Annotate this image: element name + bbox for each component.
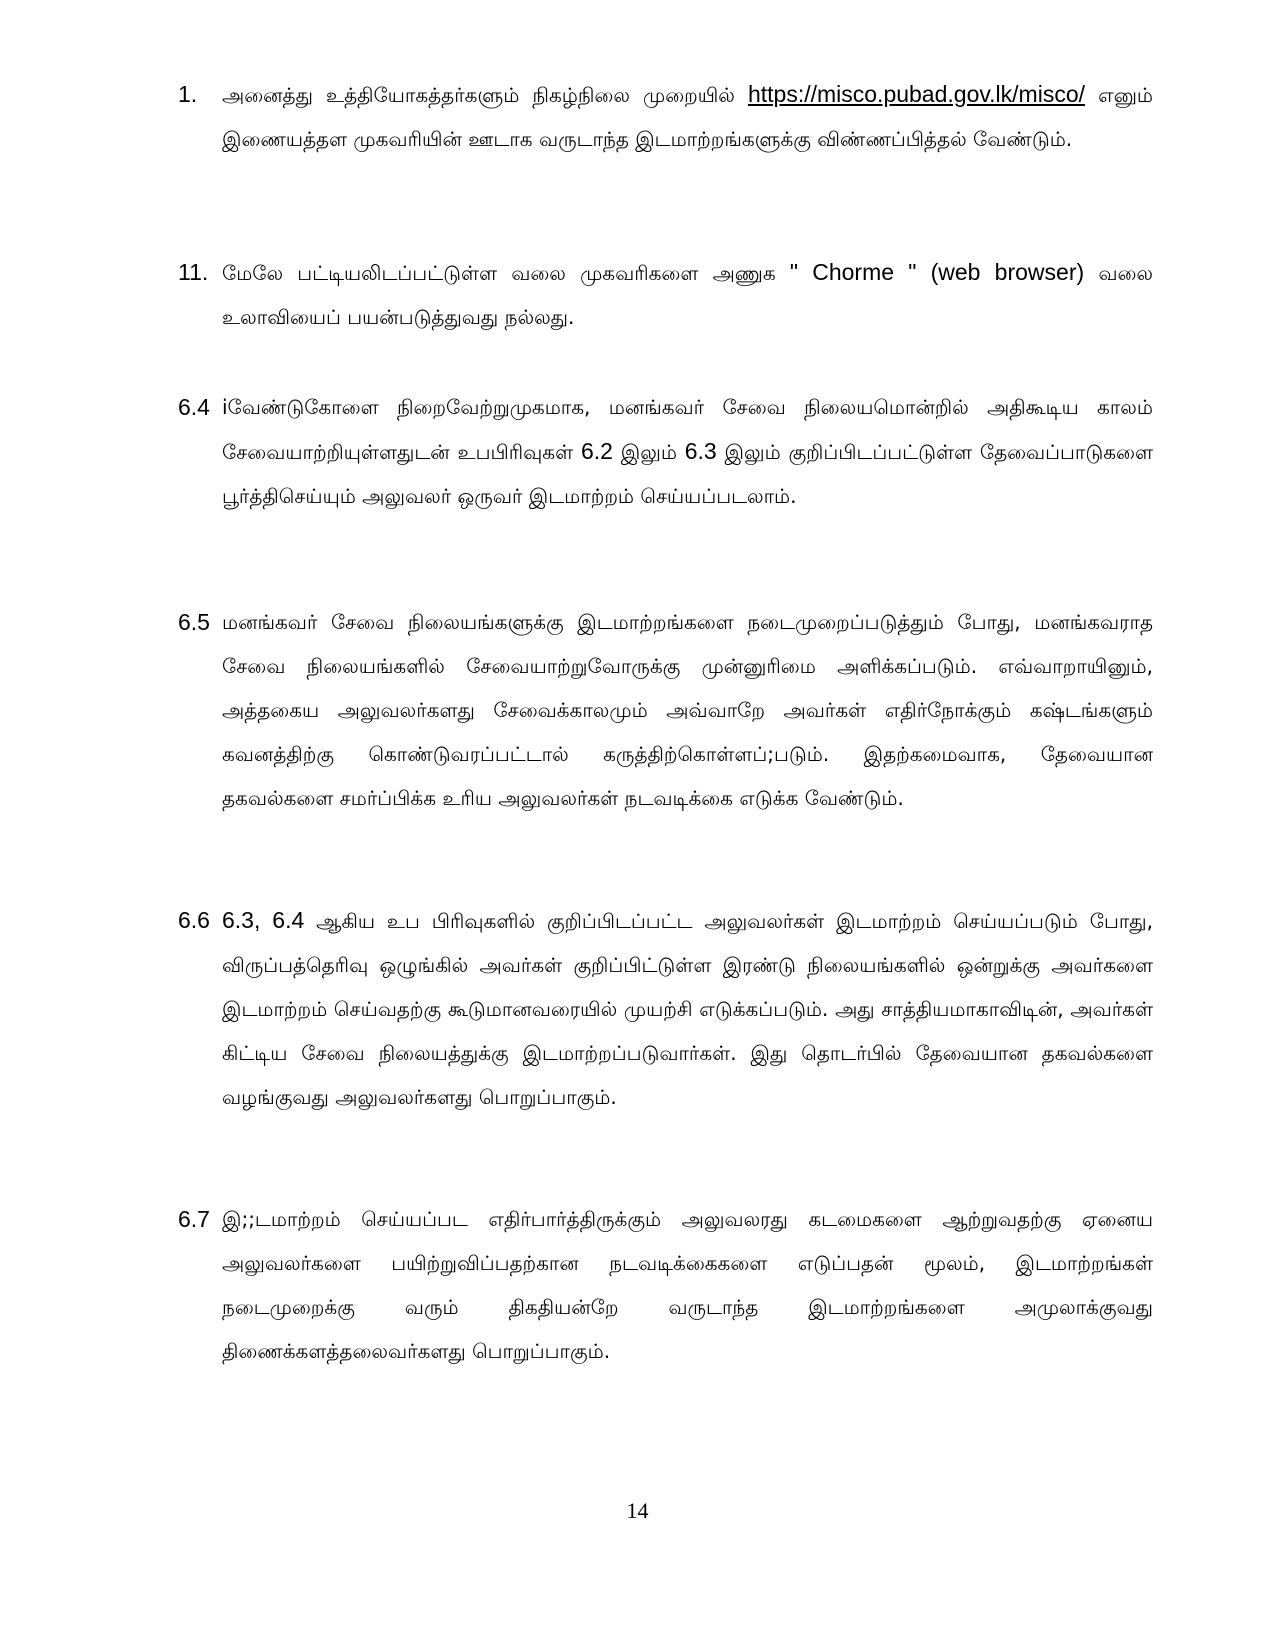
paragraph-6-5 bbox=[178, 600, 1153, 820]
paragraph-6-4 bbox=[178, 385, 1153, 518]
subsection-ref: 6.2 bbox=[580, 438, 613, 464]
text-run: அனைத்து உத்தியோகத்தர்களும் நிகழ்நிலை முறையில் bbox=[222, 83, 748, 107]
text-run: ஆகிய உப பிரிவுகளில் குறிப்பிடப்பட்ட அலுவலர்கள் இடமாற்றம் செய்யப்படும் போது, விருப்பத்தெரிவு ஒழுங்கில் அவர்கள் குறிப்பிட்டுள்ள இரண்டு நிலையங்களில் ஒன்றுக்கு அவர்களை இடமாற்றம் செய்வதற்கு கூடுமானவரையில் முயற்சி எடுக்கப்படும். அது சாத்தியமாகாவிடின், அவர்கள் கிட்டிய சேவை நிலையத்துக்கு இடமாற்றப்படுவார்கள். இது தொடர்பில் தேவையான தகவல்களை வழங்குவது அலுவலர்களது பொறுப்பாகும். bbox=[222, 909, 1153, 1109]
paragraph-11 bbox=[178, 250, 1153, 339]
text-run: மனங்கவர் சேவை நிலையங்களுக்கு இடமாற்றங்களை நடைமுறைப்படுத்தும் போது, மனங்கவராத சேவை நிலையங்களில் சேவையாற்றுவோருக்கு முன்னுரிமை அளிக்கப்படும். எவ்வாறாயினும், அத்தகைய அலுவலர்களது சேவைக்காலமும் அவ்வாறே அவர்கள் எதிர்நோக்கும் கஷ்டங்களும் கவனத்திற்கு கொண்டுவரப்பட்டால் கருத்திற்கொள்ளப்;படும். இதற்கமைவாக, தேவையான தகவல்களை சமர்ப்பிக்க உரிய அலுவலர்கள் நடவடிக்கை எடுக்க வேண்டும். bbox=[222, 610, 1153, 810]
paragraph-number: 11. bbox=[178, 259, 209, 285]
paragraph-text bbox=[222, 898, 1153, 1119]
subsection-ref: 6.3 bbox=[684, 438, 717, 464]
text-run: iவேண்டுகோளை நிறைவேற்றுமுகமாக, மனங்கவர் சேவை நிலையமொன்றில் அதிகூடிய காலம் சேவையாற்றியுள்ளதுடன் உபபிரிவுகள் bbox=[222, 395, 1153, 464]
text-run: எனும் இணையத்தள முகவரியின் ஊடாக வருடாந்த இடமாற்றங்களுக்கு விண்ணப்பித்தல் வேண்டும். bbox=[222, 83, 1153, 151]
paragraph-1 bbox=[178, 72, 1153, 161]
text-run: மேலே பட்டியலிடப்பட்டுள்ள வலை முகவரிகளை அணுக bbox=[222, 261, 790, 285]
paragraph-text bbox=[222, 250, 1153, 339]
page-number: 14 bbox=[626, 1498, 649, 1523]
paragraph-number: 1. bbox=[178, 81, 198, 107]
subsection-ref: 6.3, 6.4 bbox=[222, 907, 305, 933]
paragraph-6-6 bbox=[178, 898, 1153, 1119]
paragraph-text bbox=[222, 600, 1153, 820]
paragraph-text bbox=[222, 1197, 1153, 1373]
paragraph-number: 6.7 bbox=[178, 1206, 210, 1232]
paragraph-text bbox=[222, 72, 1153, 161]
paragraph-6-7 bbox=[178, 1197, 1153, 1373]
text-run: வலை உலாவியைப் பயன்படுத்துவது நல்லது. bbox=[222, 261, 1153, 329]
browser-name: " Chorme " (web browser) bbox=[789, 259, 1085, 285]
misco-url-link[interactable]: https://misco.pubad.gov.lk/misco/ bbox=[747, 81, 1086, 107]
text-run: இலும் bbox=[612, 440, 685, 464]
paragraph-text bbox=[222, 385, 1153, 518]
text-run: இலும் குறிப்பிடப்பட்டுள்ள தேவைப்பாடுகளை பூர்த்திசெய்யும் அலுவலர் ஒருவர் இடமாற்றம் செய்யப்படலாம். bbox=[222, 440, 1153, 508]
paragraph-number: 6.4 bbox=[178, 394, 210, 420]
paragraph-number: 6.6 bbox=[178, 907, 210, 933]
paragraph-number: 6.5 bbox=[178, 609, 210, 635]
text-run: இ;;டமாற்றம் செய்யப்பட எதிர்பார்த்திருக்கும் அலுவலரது கடமைகளை ஆற்றுவதற்கு ஏனைய அலுவலர்களை பயிற்றுவிப்பதற்கான நடவடிக்கைகளை எடுப்பதன் மூலம், இடமாற்றங்கள் நடைமுறைக்கு வரும் திகதியன்றே வருடாந்த இடமாற்றங்களை அமுலாக்குவது திணைக்களத்தலைவர்களது பொறுப்பாகும். bbox=[222, 1207, 1154, 1363]
